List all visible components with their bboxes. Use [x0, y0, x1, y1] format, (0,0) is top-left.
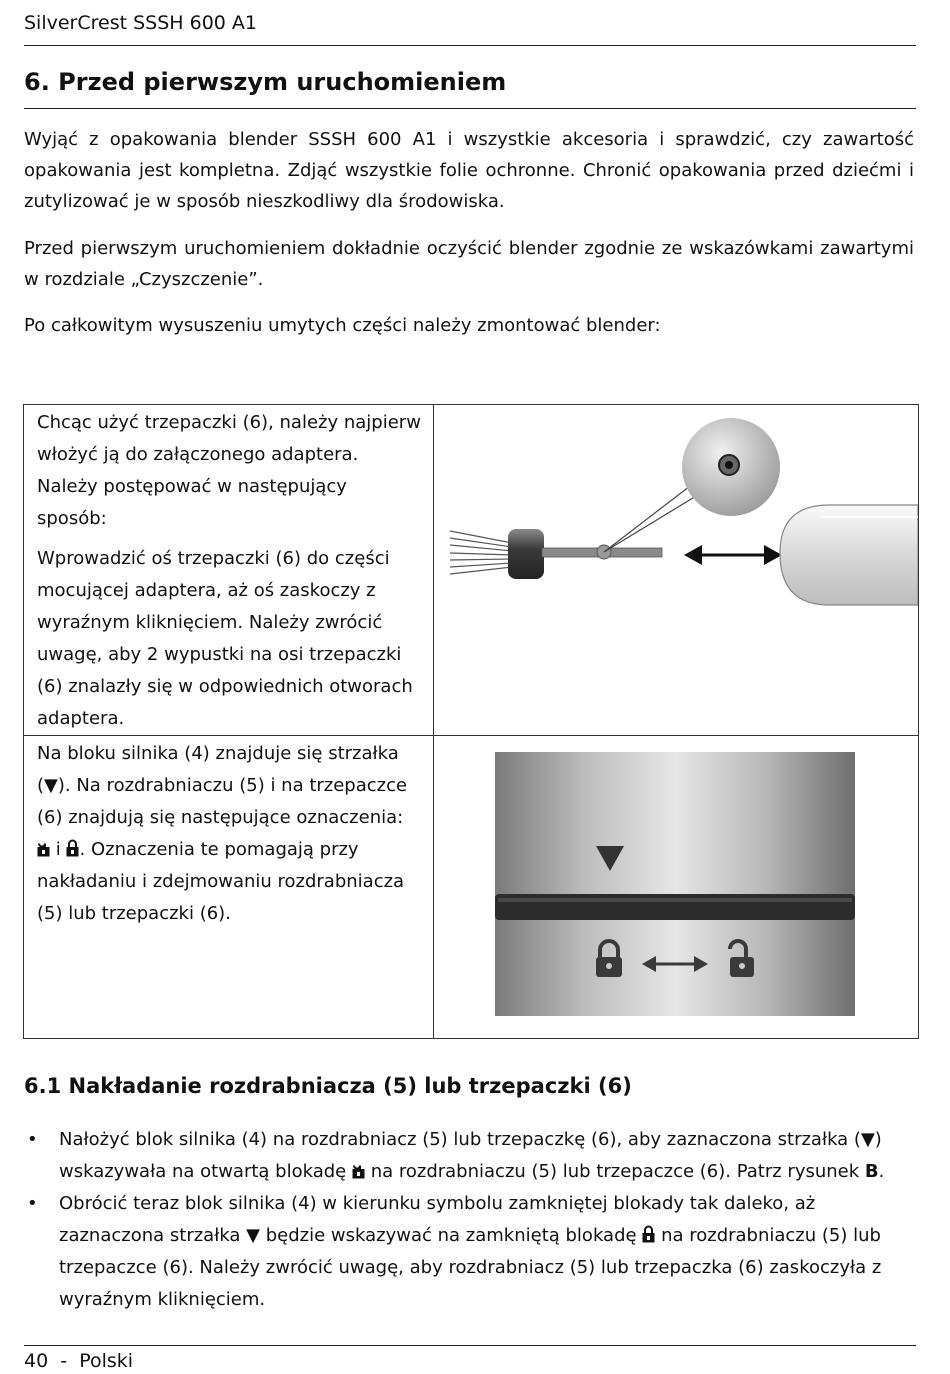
instruction-list: [24, 1124, 914, 1316]
intro-paragraph: Wyjąć z opakowania blender SSSH 600 A1 i wszystkie akcesoria i sprawdzić, czy zawartość opakowania jest kompletna. Zdjąć wszystkie folie ochronne. Chronić opakowania przed dziećmi i zutylizować je w sposób nieszkodliwy dla środowiska.: [24, 129, 914, 212]
open-lock-icon: [37, 839, 50, 857]
closed-lock-icon: [642, 1225, 655, 1243]
whisk-instruction-text-1: Chcąc użyć trzepaczki (6), należy najpierw włożyć ją do załączonego adaptera. Należy postępować w następujący sposób:: [37, 412, 421, 529]
closed-lock-icon: [66, 839, 79, 857]
bullet1-text-a: Nałożyć blok silnika (4) na rozdrabniacz (5) lub trzepaczkę (6), aby zaznaczona strzałka (▼) wskazywała na otwartą blokadę: [59, 1129, 882, 1182]
markings-help-text: Oznaczenia te pomagają przy nakładaniu i zdejmowaniu rozdrabniacza (5) lub trzepaczki (6).: [37, 839, 405, 924]
table-row: [24, 405, 919, 736]
arrow-instruction-text: Na bloku silnika (4) znajduje się strzałka (▼).: [37, 743, 399, 796]
motor-block-illustration-cell: [434, 736, 919, 1039]
running-header: SilverCrest SSSH 600 A1: [24, 12, 258, 34]
figure-reference: B: [864, 1161, 879, 1182]
whisk-instruction-text-2: Wprowadzić oś trzepaczki (6) do części mocującej adaptera, aż oś zaskoczy z wyraźnym kliknięciem. Należy zwrócić uwagę, aby 2 wypustki na osi trzepaczki (6) znalazły się w odpowiednich otworach adaptera.: [37, 548, 413, 729]
bullet2-text-b: na rozdrabniaczu (5) lub trzepaczce (6). Należy zwrócić uwagę, aby rozdrabniacz (5) lub trzepaczka (6) zaskoczyła z wyraźnym kliknięciem.: [59, 1225, 882, 1310]
page-footer: 40 - Polski: [24, 1350, 134, 1372]
and-text: i: [55, 839, 61, 860]
whisk-adapter-illustration: [434, 405, 918, 704]
header-rule: [24, 45, 916, 46]
assembly-paragraph: Po całkowitym wysuszeniu umytych części należy zmontować blender:: [24, 315, 661, 336]
whisk-instruction-cell: [24, 405, 434, 736]
section-title: 6. Przed pierwszym uruchomieniem: [24, 68, 507, 96]
motor-block-illustration: [434, 736, 918, 1038]
markings-instruction-text: Na rozdrabniaczu (5) i na trzepaczce (6) znajdują się następujące oznaczenia:: [37, 775, 408, 828]
bullet2-text-a: Obrócić teraz blok silnika (4) w kierunku symbolu zamkniętej blokady tak daleko, aż zaznaczona strzałka ▼ będzie wskazywać na zamkniętą blokadę: [59, 1193, 816, 1246]
cleaning-paragraph: Przed pierwszym uruchomieniem dokładnie oczyścić blender zgodnie ze wskazówkami zawartymi w rozdziale „Czyszczenie”.: [24, 238, 914, 290]
whisk-adapter-illustration-cell: [434, 405, 919, 736]
bullet-marker: •: [27, 1129, 38, 1150]
bullet1-end: .: [878, 1161, 885, 1182]
table-row: [24, 736, 919, 1039]
list-item: [24, 1188, 914, 1316]
title-rule: [24, 108, 916, 109]
bullet1-text-b: na rozdrabniaczu (5) lub trzepaczce (6). Patrz rysunek: [370, 1161, 860, 1182]
lock-symbols-cell: [24, 736, 434, 1039]
footer-rule: [24, 1345, 916, 1346]
subsection-title: 6.1 Nakładanie rozdrabniacza (5) lub trzepaczki (6): [24, 1074, 632, 1098]
list-item: [24, 1124, 914, 1188]
instruction-table: [23, 404, 919, 1039]
open-lock-icon: [352, 1161, 365, 1179]
bullet-marker: •: [27, 1193, 38, 1214]
period-text: .: [79, 839, 86, 860]
